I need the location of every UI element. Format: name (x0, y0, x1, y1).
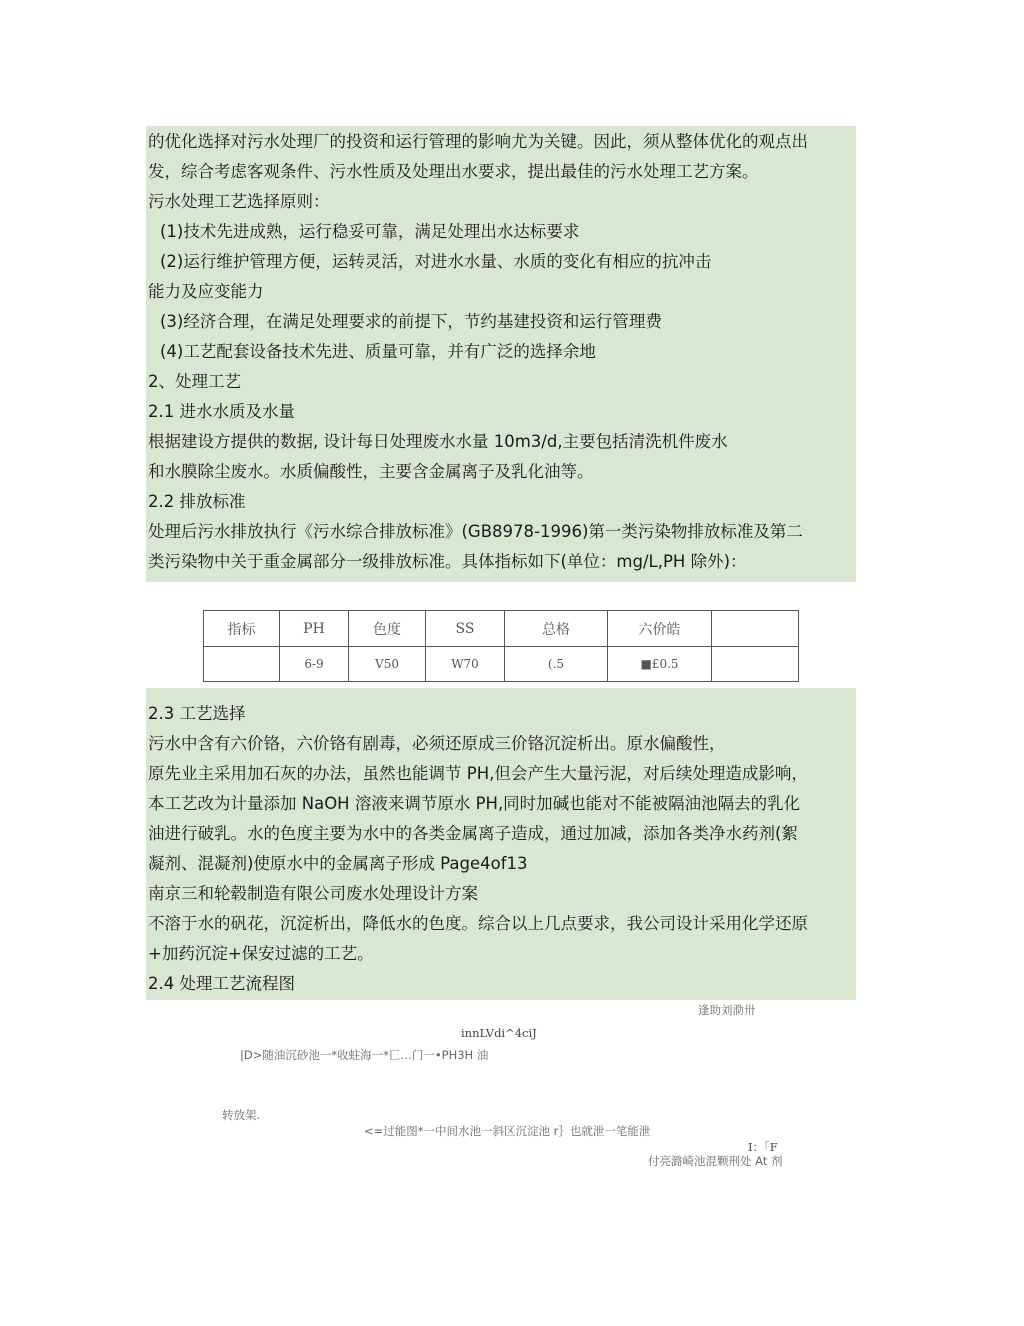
paragraph-line: 和水膜除尘废水。水质偏酸性，主要含金属离子及乳化油等。 (148, 462, 594, 481)
table-header-cell: 指标 (204, 611, 280, 647)
table-header-cell: SS (426, 611, 505, 647)
list-item: (1)技术先进成熟，运行稳妥可靠，满足处理出水达标要求 (160, 222, 580, 241)
table-cell (712, 647, 799, 682)
table-header-cell: PH (280, 611, 349, 647)
paragraph-line: 污水处理工艺选择原则： (148, 192, 330, 211)
table-header-row (204, 611, 799, 647)
paragraph-line: 污水中含有六价铬，六价铬有剧毒，必须还原成三价铬沉淀析出。原水偏酸性， (148, 734, 726, 753)
table-cell (204, 647, 280, 682)
paragraph-line: 处理后污水排放执行《污水综合排放标准》(GB8978-1996)第一类污染物排放标准及第二 (148, 522, 803, 541)
paragraph-line: 不溶于水的矾花，沉淀析出，降低水的色度。综合以上几点要求，我公司设计采用化学还原 (148, 914, 808, 933)
paragraph-line: 原先业主采用加石灰的办法，虽然也能调节 PH,但会产生大量污泥，对后续处理造成影响， (148, 764, 808, 783)
flowchart-label: 转放架. (222, 1108, 261, 1122)
paragraph-line: 能力及应变能力 (148, 282, 264, 301)
table-cell: W70 (426, 647, 505, 682)
paragraph-line: +加药沉淀+保安过滤的工艺。 (148, 944, 374, 963)
table-cell: (.5 (505, 647, 608, 682)
text-block-process (146, 688, 856, 1000)
table-row (204, 647, 799, 682)
paragraph-line: 的优化选择对污水处理厂的投资和运行管理的影响尤为关键。因此，须从整体优化的观点出 (148, 132, 808, 151)
table-header-cell: 六价皓 (608, 611, 712, 647)
flowchart-label: |D>随油沉砂池一*收蛀海一*匸…门一•PH3H 油 (240, 1048, 489, 1062)
flowchart-label: 付亮潞崎池混颗刑处 At 剂 (648, 1154, 783, 1168)
table-cell: ■£0.5 (608, 647, 712, 682)
flowchart-label: <=过能图*一中间水池一斜区沉淀池 r｝也就泄一笔能泄 (364, 1124, 651, 1138)
discharge-standard-table (203, 610, 799, 682)
text-block-principles (146, 126, 856, 582)
table-cell: V50 (349, 647, 426, 682)
paragraph-line: 南京三和轮毂制造有限公司废水处理设计方案 (148, 884, 478, 903)
paragraph-line: 类污染物中关于重金属部分一级排放标准。具体指标如下(单位：mg/L,PH 除外)： (148, 552, 747, 571)
paragraph-line: 本工艺改为计量添加 NaOH 溶液来调节原水 PH,同时加碱也能对不能被隔油池隔去的乳化 (148, 794, 801, 813)
section-heading: 2.4 处理工艺流程图 (148, 974, 295, 993)
section-heading: 2.2 排放标准 (148, 492, 246, 511)
list-item: (2)运行维护管理方便，运转灵活，对进水水量、水质的变化有相应的抗冲击 (160, 252, 712, 271)
paragraph-line: 油进行破乳。水的色度主要为水中的各类金属离子造成，通过加减，添加各类净水药剂(絮 (148, 824, 798, 843)
paragraph-line: 根据建设方提供的数据, 设计每日处理废水水量 10m3/d,主要包括清洗机件废水 (148, 432, 728, 451)
section-heading: 2、处理工艺 (148, 372, 241, 391)
table-cell: 6-9 (280, 647, 349, 682)
section-heading: 2.1 进水水质及水量 (148, 402, 295, 421)
section-heading: 2.3 工艺选择 (148, 704, 246, 723)
list-item: (4)工艺配套设备技术先进、质量可靠，并有广泛的选择余地 (160, 342, 596, 361)
list-item: (3)经济合理，在满足处理要求的前提下，节约基建投资和运行管理费 (160, 312, 662, 331)
paragraph-line: 发，综合考虑客观条件、污水性质及处理出水要求，提出最佳的污水处理工艺方案。 (148, 162, 759, 181)
table-header-cell: 总格 (505, 611, 608, 647)
flowchart-label: I：「F (748, 1140, 778, 1154)
flowchart-label: 逢助刘泐卅 (698, 1003, 756, 1017)
table-header-cell (712, 611, 799, 647)
table-header-cell: 色度 (349, 611, 426, 647)
flowchart-label: innLVdi^4ciJ (461, 1026, 537, 1040)
paragraph-line: 凝剂、混凝剂)使原水中的金属离子形成 Page4of13 (148, 854, 528, 873)
